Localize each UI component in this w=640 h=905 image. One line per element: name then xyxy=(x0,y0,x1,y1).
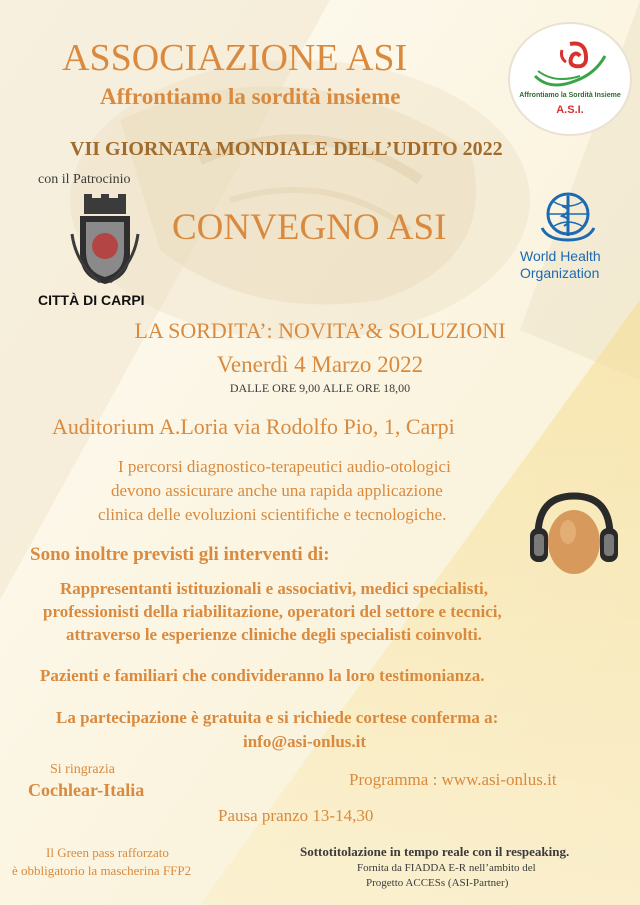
event-date: Venerdì 4 Marzo 2022 xyxy=(216,352,424,377)
egg-headphones-image xyxy=(528,490,620,576)
event-hours: DALLE ORE 9,00 ALLE ORE 18,00 xyxy=(229,381,411,395)
thanks-sponsor: Cochlear-Italia xyxy=(28,780,145,800)
thanks-label: Si ringrazia xyxy=(50,762,115,777)
who-emblem-icon xyxy=(538,188,598,243)
program-link[interactable]: Programma : www.asi-onlus.it xyxy=(349,770,557,789)
headphones-icon xyxy=(528,490,620,576)
asi-logo xyxy=(508,22,632,136)
speakers-line-1: Rappresentanti istituzionali e associativi, medici specialisti, xyxy=(60,579,488,598)
page-title: ASSOCIAZIONE ASI xyxy=(62,37,408,79)
city-name: CITTÀ DI CARPI xyxy=(38,292,145,308)
topic-title: LA SORDITA’: NOVITA’& SOLUZIONI xyxy=(134,318,506,343)
contact-email[interactable]: info@asi-onlus.it xyxy=(243,732,367,751)
patients-note: Pazienti e familiari che condivideranno la loro testimonianza. xyxy=(40,666,485,685)
participation-note: La partecipazione è gratuita e si richiede cortese conferma a: xyxy=(56,708,499,727)
hands-ear-icon xyxy=(530,36,610,91)
intro-line-3: clinica delle evoluzioni scientifiche e tecnologiche. xyxy=(98,505,447,524)
intro-line-2: devono assicurare anche una rapida applicazione xyxy=(111,481,443,500)
who-name-line1: World Health xyxy=(520,248,601,264)
logo-name: A.S.I. xyxy=(556,104,584,116)
who-logo xyxy=(520,188,620,288)
patronage-label: con il Patrocinio xyxy=(38,172,131,187)
who-name-line2: Organization xyxy=(520,265,600,281)
speakers-line-3: attraverso le esperienze cliniche degli specialisti coinvolti. xyxy=(66,625,482,644)
greenpass-line-1: Il Green pass rafforzato xyxy=(46,845,169,860)
coat-of-arms-icon xyxy=(70,194,140,286)
lunch-break: Pausa pranzo 13-14,30 xyxy=(218,806,374,825)
greenpass-line-2: è obbligatorio la mascherina FFP2 xyxy=(12,863,192,878)
provided-line-2: Progetto ACCESs (ASI-Partner) xyxy=(366,877,509,889)
convegno-title: CONVEGNO ASI xyxy=(172,207,447,248)
logo-caption: Affrontiamo la Sordità Insieme xyxy=(519,92,621,99)
city-crest xyxy=(70,194,140,286)
intro-line-1: I percorsi diagnostico-terapeutici audio-otologici xyxy=(118,457,451,476)
speakers-heading: Sono inoltre previsti gli interventi di: xyxy=(30,544,330,565)
subtitling-note: Sottotitolazione in tempo reale con il respeaking. xyxy=(300,844,570,859)
page-subtitle: Affrontiamo la sordità insieme xyxy=(100,84,401,109)
event-line: VII GIORNATA MONDIALE DELL’UDITO 2022 xyxy=(70,138,503,160)
speakers-line-2: professionisti della riabilitazione, operatori del settore e tecnici, xyxy=(43,602,502,621)
provided-line-1: Fornita da FIADDA E-R nell’ambito del xyxy=(357,862,536,874)
venue: Auditorium A.Loria via Rodolfo Pio, 1, Carpi xyxy=(52,414,455,439)
